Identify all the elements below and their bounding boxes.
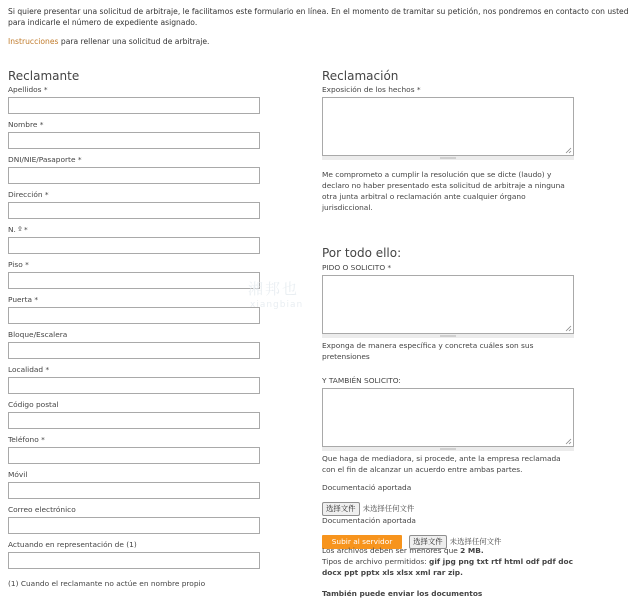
instructions-link[interactable]: Instrucciones bbox=[8, 37, 59, 46]
field-label: Localidad * bbox=[8, 365, 50, 374]
tambien-help: Que haga de mediadora, si procede, ante la empresa reclamada con el fin de alcanzar un acuerdo entre ambas partes. bbox=[322, 454, 561, 474]
text-input[interactable] bbox=[8, 552, 260, 569]
field-label: Teléfono * bbox=[8, 435, 45, 444]
doc2-file-row bbox=[322, 529, 574, 544]
watermark-en: xiangbian bbox=[250, 300, 304, 310]
text-input[interactable] bbox=[8, 237, 260, 254]
reclamante-field bbox=[8, 399, 260, 434]
field-label: Apellidos * bbox=[8, 85, 48, 94]
text-input[interactable] bbox=[8, 307, 260, 324]
exposicion-textarea[interactable] bbox=[322, 97, 574, 156]
watermark-cn: 湘邦也 bbox=[248, 280, 300, 298]
por-todo-title: Por todo ello: bbox=[322, 246, 402, 260]
text-input[interactable] bbox=[8, 342, 260, 359]
text-input[interactable] bbox=[8, 517, 260, 534]
doc1-file-row bbox=[322, 496, 574, 513]
exposicion-label: Exposición de los hechos * bbox=[322, 85, 421, 94]
text-input[interactable] bbox=[8, 202, 260, 219]
field-label: Puerta * bbox=[8, 295, 39, 304]
tambien-scrollbar[interactable] bbox=[322, 447, 574, 451]
reclamante-field bbox=[8, 504, 260, 539]
doc1-label: Documentació aportada bbox=[322, 483, 412, 492]
field-label: Móvil bbox=[8, 470, 28, 479]
text-input[interactable] bbox=[8, 412, 260, 429]
instructions-rest: para rellenar una solicitud de arbitraje. bbox=[58, 37, 210, 46]
resize-grip-icon[interactable] bbox=[565, 325, 572, 332]
compromiso-text: Me comprometo a cumplir la resolución que se dicte (laudo) y declaro no haber presentado esta solicitud de arbitraje a ninguna otra junta arbitral o reclamación ante cualquier órgano jurisdiccional. bbox=[322, 170, 565, 212]
reclamante-field bbox=[8, 469, 260, 504]
doc2-label: Documentación aportada bbox=[322, 516, 416, 525]
text-input[interactable] bbox=[8, 377, 260, 394]
exposicion-scrollbar[interactable] bbox=[322, 156, 574, 160]
text-input[interactable] bbox=[8, 167, 260, 184]
reclamante-title: Reclamante bbox=[8, 69, 80, 83]
tambien-textarea[interactable] bbox=[322, 388, 574, 447]
no-file-text-2: 未选择任何文件 bbox=[449, 537, 502, 546]
field-label: Actuando en representación de (1) bbox=[8, 540, 137, 549]
reclamante-field bbox=[8, 259, 260, 294]
size-note: Los archivos deben ser menores que 2 MB. bbox=[322, 546, 484, 555]
reclamante-field bbox=[8, 119, 260, 154]
field-label: Piso * bbox=[8, 260, 29, 269]
text-input[interactable] bbox=[8, 272, 260, 289]
text-input[interactable] bbox=[8, 97, 260, 114]
reclamacion-section bbox=[322, 68, 574, 599]
field-label: Bloque/Escalera bbox=[8, 330, 68, 339]
choose-file-button[interactable]: 选择文件 bbox=[322, 502, 360, 516]
text-input[interactable] bbox=[8, 132, 260, 149]
field-label: Código postal bbox=[8, 400, 59, 409]
resize-grip-icon[interactable] bbox=[565, 147, 572, 154]
field-label: Correo electrónico bbox=[8, 505, 76, 514]
field-label: Nombre * bbox=[8, 120, 44, 129]
intro-text: Si quiere presentar una solicitud de arbitraje, le facilitamos este formulario en línea. En el momento de tramitar su petición, nos pondremos en contacto con usted para indicarle el número de expediente asignado. bbox=[8, 7, 629, 27]
field-label: Dirección * bbox=[8, 190, 49, 199]
text-input[interactable] bbox=[8, 482, 260, 499]
upload-button[interactable]: Subir al servidor bbox=[322, 535, 402, 549]
pido-textarea[interactable] bbox=[322, 275, 574, 334]
no-file-text: 未选择任何文件 bbox=[362, 504, 415, 513]
field-label: DNI/NIE/Pasaporte * bbox=[8, 155, 82, 164]
choose-file-button-2[interactable]: 选择文件 bbox=[409, 535, 447, 549]
also-send-text: También puede enviar los documentos bbox=[322, 589, 483, 598]
instructions-line bbox=[8, 37, 209, 46]
pido-scrollbar[interactable] bbox=[322, 334, 574, 338]
reclamante-field bbox=[8, 189, 260, 224]
field-label: N. º * bbox=[8, 225, 28, 234]
reclamante-section bbox=[8, 68, 260, 588]
reclamante-field bbox=[8, 224, 260, 259]
reclamante-field bbox=[8, 84, 260, 119]
types-note: Tipos de archivo permitidos: gif jpg png txt rtf html odf pdf doc docx ppt pptx xls xlsx xml rar zip. bbox=[322, 557, 574, 577]
reclamante-field bbox=[8, 434, 260, 469]
reclamante-field bbox=[8, 294, 260, 329]
reclamante-field bbox=[8, 329, 260, 364]
resize-grip-icon[interactable] bbox=[565, 438, 572, 445]
text-input[interactable] bbox=[8, 447, 260, 464]
tambien-label: Y TAMBIÉN SOLICITO: bbox=[322, 376, 401, 385]
reclamante-field bbox=[8, 364, 260, 399]
reclamacion-title: Reclamación bbox=[322, 69, 399, 83]
pido-label: PIDO O SOLICITO * bbox=[322, 263, 392, 272]
reclamante-field bbox=[8, 154, 260, 189]
footnote: (1) Cuando el reclamante no actúe en nombre propio bbox=[8, 579, 206, 588]
pido-help: Exponga de manera específica y concreta cuáles son sus pretensiones bbox=[322, 341, 534, 361]
reclamante-field bbox=[8, 539, 260, 574]
